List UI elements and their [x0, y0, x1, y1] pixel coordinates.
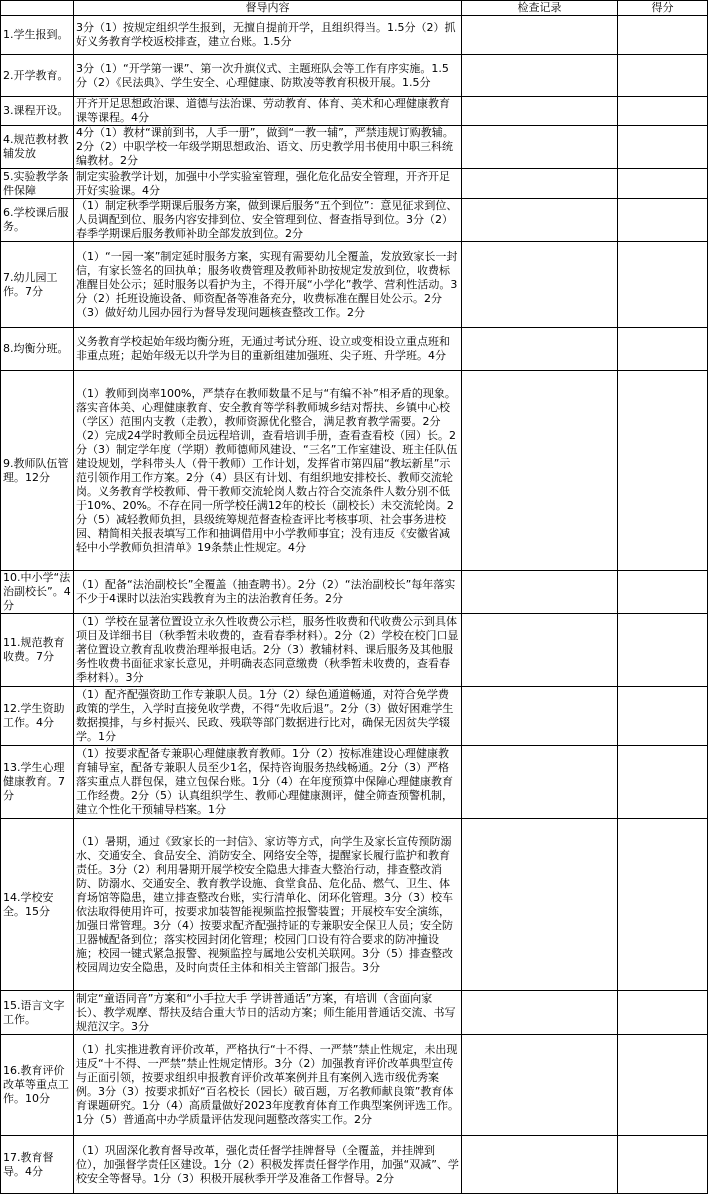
record-cell[interactable] [462, 199, 618, 242]
table-row [1, 242, 708, 328]
record-cell[interactable] [462, 169, 618, 199]
score-cell[interactable] [618, 169, 708, 199]
record-cell[interactable] [462, 371, 618, 571]
record-cell[interactable] [462, 1136, 618, 1194]
record-cell[interactable] [462, 614, 618, 687]
table-row [1, 1136, 708, 1194]
content-cell: 4分（1）教材“课前到书，人手一册”，做到“一教一辅”，严禁违规订购教辅。2分（2）中职学校一年级学期思想政治、语文、历史教学用书使用中职三科统编教材。2分 [74, 126, 462, 169]
record-cell[interactable] [462, 571, 618, 614]
table-row [1, 571, 708, 614]
score-cell[interactable] [618, 571, 708, 614]
table-row [1, 746, 708, 819]
table-row [1, 991, 708, 1035]
content-cell: 制定“童语同音”方案和“小手拉大手 学讲普通话”方案，有培训（含面向家长）、教学观摩、帮扶及结合重大节日的活动方案；师生能用普通话交流、书写规范汉字。3分 [74, 991, 462, 1035]
item-cell: 10.中小学“法治副校长”。4分 [1, 571, 74, 614]
item-cell: 16.教育评价改革等重点工作。10分 [1, 1035, 74, 1136]
content-cell: （1）学校在显著位置设立永久性收费公示栏，服务性收费和代收费公示到具体项目及详细书目（秋季暂未收费的，查看春季材料）。2分（2）学校在校门口显著位置设立教育乱收费治理举报电话。2分（3）教辅材料、课后服务及其他服务性收费书面征求家长意见，并明确表态同意缴费（秋季暂未收费的，查看春季材料）。3分 [74, 614, 462, 687]
content-cell: （1）教师到岗率100%，严禁存在教师数量不足与“有编不补”相矛盾的现象。落实音体美、心理健康教育、安全教育等学科教师城乡结对帮扶、乡镇中心校（学区）范围内支教（走教），教师资源优化整合，满足教育教学需要。2分（2）完成24学时教师全员远程培训，查看培训手册，查看查看校（园）长。2分（3）制定学年度（学期）教师德师风建设、“三名”工作室建设、班主任队伍建设规划，学科带头人（骨干教师）工作计划，发挥省市第四届“教坛新星”示范引领作用工作方案。2分（4）县区有计划、有组织地安排校长、教师交流轮岗。义务教育学校教师、骨干教师交流轮岗人数占符合交流条件人数分别不低于10%、20%。不存在同一所学校任满12年的校长（副校长）未交流轮岗。2分（5）减轻教师负担，县级统筹规范督查检查评比考核事项、社会事务进校园、精简相关报表填写工作和抽调借用中小学教师事宜；没有违反《安徽省减轻中小学教师负担清单》19条禁止性规定。4分 [74, 371, 462, 571]
score-cell[interactable] [618, 1136, 708, 1194]
score-cell[interactable] [618, 819, 708, 991]
content-cell: （1）按要求配备专兼职心理健康教育教师。1分（2）按标准建设心理健康教育辅导室，配备专兼职人员至少1名，保持咨询服务热线畅通。2分（3）严格落实重点人群包保，建立包保台账。1分（4）在年度预算中保障心理健康教育工作经费。2分（5）认真组织学生、教师心理健康测评，健全筛查预警机制，建立个性化干预辅导档案。1分 [74, 746, 462, 819]
item-cell: 15.语言文字工作。 [1, 991, 74, 1035]
table-row [1, 97, 708, 126]
content-cell: 制定实验教学计划，加强中小学实验室管理，强化危化品安全管理，开齐开足开好实验课。4分 [74, 169, 462, 199]
header-score: 得分 [618, 1, 708, 16]
score-cell[interactable] [618, 991, 708, 1035]
content-cell: （1）“一园一案”制定延时服务方案，实现有需要幼儿全覆盖，发放致家长一封信，有家长签名的回执单；服务收费管理及教师补助按规定发放到位，收费标准醒目处公示；延时服务以看护为主，不得开展“小学化”教学、营利性活动。3分（2）托班设施设备、师资配备等准备充分，收费标准在醒目处公示。2分（3）做好幼儿园办园行为督导发现问题核查整改工作。2分 [74, 242, 462, 328]
header-content: 督导内容 [74, 1, 462, 16]
content-cell: 开齐开足思想政治课、道德与法治课、劳动教育、体育、美术和心理健康教育课等课程。4分 [74, 97, 462, 126]
record-cell[interactable] [462, 16, 618, 55]
score-cell[interactable] [618, 97, 708, 126]
record-cell[interactable] [462, 126, 618, 169]
content-cell: 3分（1）按规定组织学生报到，无擅自提前开学，且组织得当。1.5分（2）抓好义务教育学校返校排查，建立台账。1.5分 [74, 16, 462, 55]
content-cell: （1）配备“法治副校长”全覆盖（抽查聘书）。2分（2）“法治副校长”每年落实不少于4课时以法治实践教育为主的法治教育任务。2分 [74, 571, 462, 614]
record-cell[interactable] [462, 991, 618, 1035]
content-cell: 3分（1）“开学第一课”、第一次升旗仪式、主题班队会等工作有序实施。1.5分（2）《民法典》、学生安全、心理健康、防欺凌等教育积极开展。1.5分 [74, 55, 462, 97]
item-cell: 4.规范教材教辅发放 [1, 126, 74, 169]
item-cell: 17.教育督导。4分 [1, 1136, 74, 1194]
score-cell[interactable] [618, 687, 708, 746]
item-cell: 1.学生报到。 [1, 16, 74, 55]
score-cell[interactable] [618, 746, 708, 819]
score-cell[interactable] [618, 55, 708, 97]
item-cell: 3.课程开设。 [1, 97, 74, 126]
header-item [1, 1, 74, 16]
table-row [1, 614, 708, 687]
content-cell: （1）扎实推进教育评价改革，严格执行“十不得、一严禁”禁止性规定，未出现违反“十不得、一严禁”禁止性规定情形。3分（2）加强教育评价改革典型宣传与正面引领，按要求组织申报教育评价改革案例并且有案例入选市级优秀案例。3分（3）按要求抓好“百名校长（园长）破百题，万名教师献良策”教育体育课题研究。1分（4）高质量做好2023年度教育体育工作典型案例评选工作。1分（5）普通高中办学质量评估发现问题整改落实工作。2分 [74, 1035, 462, 1136]
table-row [1, 328, 708, 371]
content-cell: （1）巩固深化教育督导改革，强化责任督学挂牌督导（全覆盖，并挂牌到位），加强督学责任区建设。1分（2）积极发挥责任督学作用，加强“双减”、学校安全等督导。1分（3）积极开展秋季开学及准备工作督导。2分 [74, 1136, 462, 1194]
table-row [1, 126, 708, 169]
record-cell[interactable] [462, 55, 618, 97]
score-cell[interactable] [618, 328, 708, 371]
score-cell[interactable] [618, 614, 708, 687]
content-cell: （1）制定秋季学期课后服务方案，做到课后服务“五个到位”：意见征求到位、人员调配到位、服务内容安排到位、安全管理到位、督查指导到位。3分（2）春季学期课后服务教师补助全部发放到位。2分 [74, 199, 462, 242]
score-cell[interactable] [618, 16, 708, 55]
score-cell[interactable] [618, 242, 708, 328]
record-cell[interactable] [462, 819, 618, 991]
record-cell[interactable] [462, 242, 618, 328]
score-cell[interactable] [618, 1035, 708, 1136]
record-cell[interactable] [462, 1035, 618, 1136]
item-cell: 14.学校安全。15分 [1, 819, 74, 991]
table-row [1, 16, 708, 55]
header-row [1, 1, 708, 16]
item-cell: 8.均衡分班。 [1, 328, 74, 371]
item-cell: 2.开学教育。 [1, 55, 74, 97]
item-cell: 13.学生心理健康教育。7分 [1, 746, 74, 819]
content-cell: （1）暑期，通过《致家长的一封信》、家访等方式，向学生及家长宣传预防溺水、交通安全、食品安全、消防安全、网络安全等，提醒家长履行监护和教育责任。3分（2）利用暑期开展学校安全隐患大排查大整治行动，排查整改消防、防溺水、交通安全、教育教学设施、食堂食品、危化品、燃气、卫生、体育场馆等隐患，建立排查整改台账，实行清单化、闭环化管理。3分（3）校车依法取得使用许可，按要求加装智能视频监控报警装置；开展校车安全演练，加强日常管理。3分（4）按要求配齐配强持证的专兼职安全保卫人员；安全防卫器械配备到位；落实校园封闭化管理；校园门口设有符合要求的防冲撞设施；校园一键式紧急报警、视频监控与属地公安机关联网。3分（5）排查整改校园周边安全隐患，及时向责任主体和相关主管部门报告。3分 [74, 819, 462, 991]
table-row [1, 199, 708, 242]
table-row [1, 819, 708, 991]
table-row [1, 371, 708, 571]
record-cell[interactable] [462, 687, 618, 746]
record-cell[interactable] [462, 328, 618, 371]
item-cell: 6.学校课后服务。 [1, 199, 74, 242]
score-cell[interactable] [618, 126, 708, 169]
content-cell: （1）配齐配强资助工作专兼职人员。1分（2）绿色通道畅通，对符合免学费政策的学生，入学时直接免收学费，不得“先收后退”。2分（3）做好困难学生数据摸排，与乡村振兴、民政、残联等部门数据进行比对，确保无因贫失学辍学。1分 [74, 687, 462, 746]
item-cell: 9.教师队伍管理。12分 [1, 371, 74, 571]
item-cell: 12.学生资助工作。4分 [1, 687, 74, 746]
record-cell[interactable] [462, 746, 618, 819]
record-cell[interactable] [462, 97, 618, 126]
item-cell: 7.幼儿园工作。7分 [1, 242, 74, 328]
item-cell: 11.规范教育收费。7分 [1, 614, 74, 687]
content-cell: 义务教育学校起始年级均衡分班，无通过考试分班、设立或变相设立重点班和非重点班；起始年级无以升学为目的重新组建加强班、尖子班、升学班。4分 [74, 328, 462, 371]
table-row [1, 687, 708, 746]
table-row [1, 1035, 708, 1136]
header-record: 检查记录 [462, 1, 618, 16]
table-row [1, 169, 708, 199]
item-cell: 5.实验教学条件保障 [1, 169, 74, 199]
score-cell[interactable] [618, 371, 708, 571]
score-cell[interactable] [618, 199, 708, 242]
table-row [1, 55, 708, 97]
